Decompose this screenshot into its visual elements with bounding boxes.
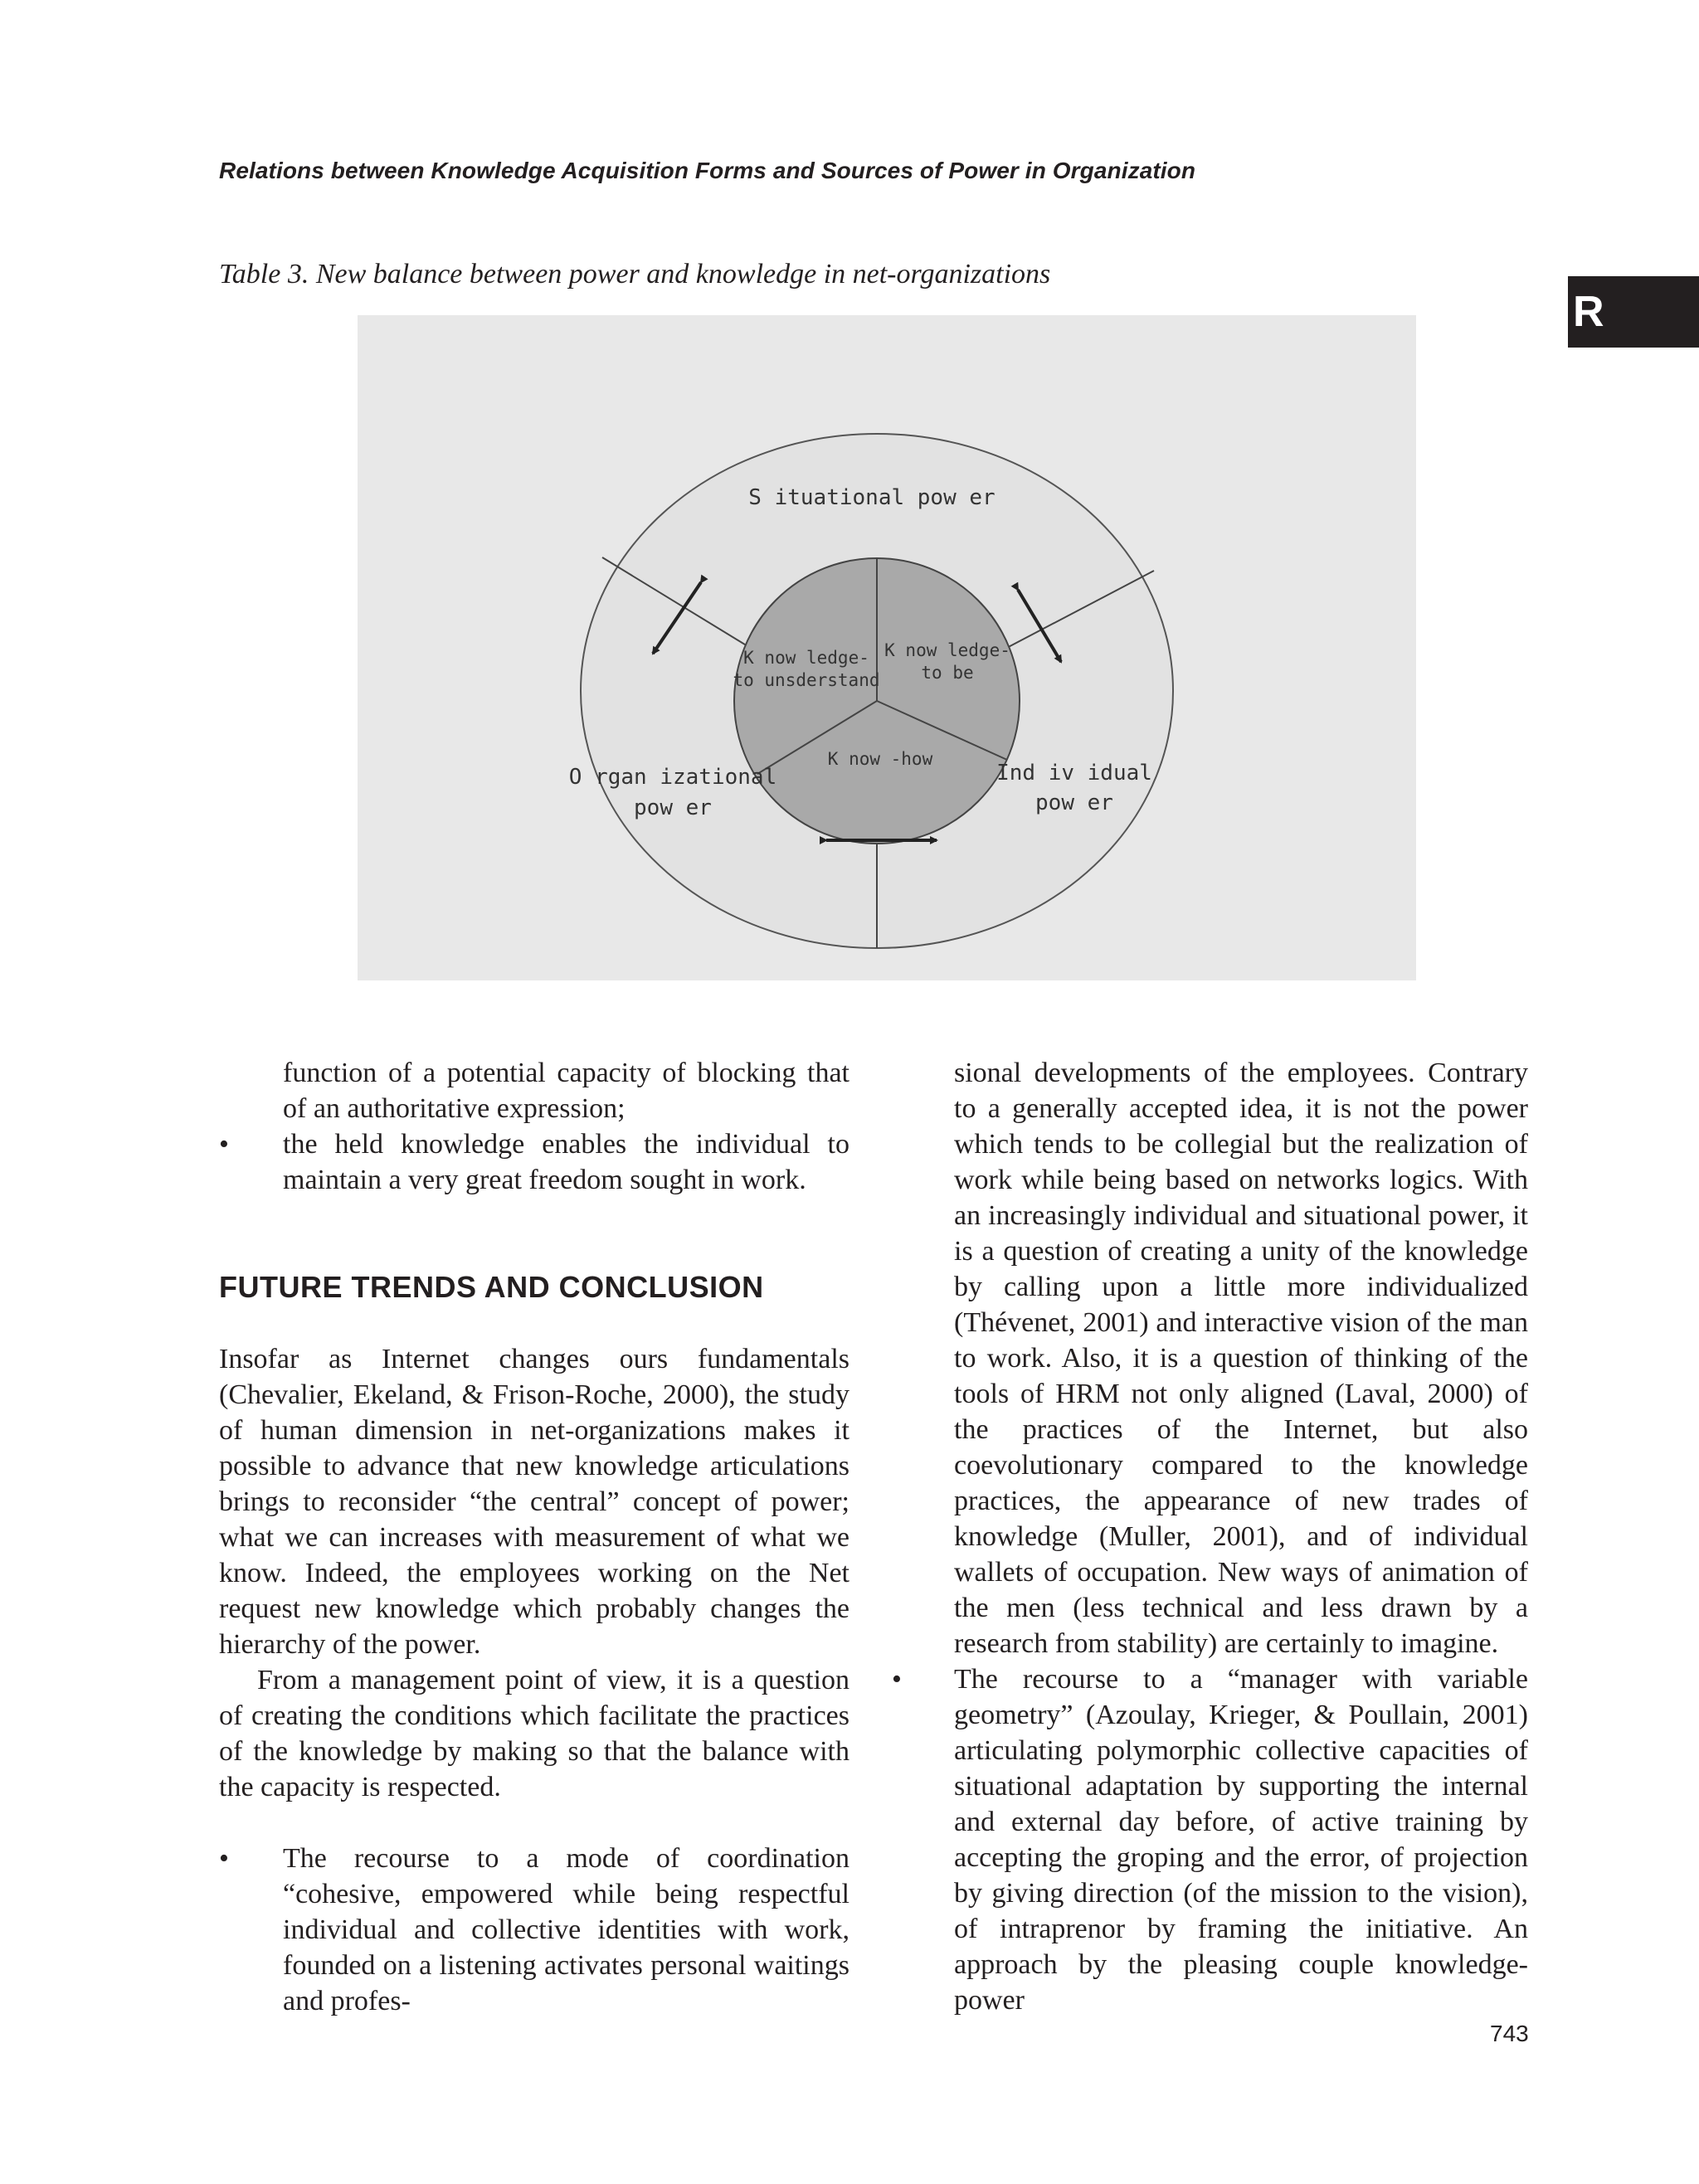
running-head: Relations between Knowledge Acquisition Forms and Sources of Power in Organization — [219, 158, 1196, 183]
bullet-glyph: • — [219, 1843, 229, 1874]
table-caption: Table 3. New balance between power and knowledge in net-organizations — [219, 259, 1051, 289]
bullet-text: the held knowledge enables the individual to maintain a very great freedom sought in work. — [283, 1129, 850, 1195]
body-paragraph: Insofar as Internet changes ours fundamentals (Chevalier, Ekeland, & Frison-Roche, 2000), the study of human dimension in net-organizations makes it possible to advance that new knowledge articulations brings to reconsider “the central” concept of power; what we can increases with measurement of what we know. Indeed, the employees working on the Net request new knowledge which probably changes the hierarchy of the power. — [219, 1344, 850, 1660]
bullet-text: The recourse to a “manager with variable geometry” (Azoulay, Krieger, & Poullain, 2001) articulating polymorphic collective capacities of situational adaptation by supporting the internal and external day before, of active training by accepting the groping and the error, of projection by giving direction (of the mission to the vision), of intraprenor by framing the initiative. An approach by the pleasing couple knowledge-power — [954, 1664, 1528, 2016]
left-column — [219, 1055, 850, 2019]
bullet-item — [892, 1661, 1528, 2018]
bullet-item — [219, 1841, 850, 2019]
label-knowledge-be-line1: K now ledge- — [884, 640, 1010, 660]
label-individual-line2: pow er — [1035, 790, 1113, 815]
knowledge-power-diagram — [358, 315, 1416, 980]
label-knowledge-understand-line2: to unsderstand — [733, 670, 880, 690]
label-situational-power: S ituational pow er — [748, 485, 996, 510]
label-individual-line1: Ind iv idual — [996, 761, 1152, 786]
right-column — [892, 1055, 1528, 2018]
thumb-index-tab — [1568, 276, 1699, 348]
bullet-glyph: • — [892, 1664, 902, 1695]
body-paragraph: From a management point of view, it is a question of creating the conditions which facilitate the practices of the knowledge by making so that the balance with the capacity is respected. — [219, 1665, 850, 1802]
label-know-how: K now -how — [827, 749, 933, 769]
body-paragraph: sional developments of the employees. Contrary to a generally accepted idea, it is not the power which tends to be collegial but the realization of work while being based on networks logics. With an increasingly individual and situational power, it is a question of creating a unity of the knowledge by calling upon a little more individualized (Thévenet, 2001) and interactive vision of the man to work. Also, it is a question of thinking of the tools of HRM not only aligned (Laval, 2000) of the practices of the Internet, but also coevolutionary compared to the knowledge practices, the appearance of new trades of knowledge (Muller, 2001), and of individual wallets of occupation. New ways of animation of the men (less technical and less drawn by a research from stability) are certainly to imagine. — [954, 1058, 1528, 1659]
label-organizational-line2: pow er — [634, 795, 712, 820]
bullet-item — [219, 1126, 850, 1198]
page-number: 743 — [1490, 2021, 1529, 2046]
label-knowledge-understand-line1: K now ledge- — [743, 648, 869, 668]
bullet-glyph: • — [219, 1129, 229, 1160]
section-heading: FUTURE TRENDS AND CONCLUSION — [219, 1270, 764, 1304]
continuation-paragraph: function of a potential capacity of blocking that of an authoritative expression; — [283, 1058, 850, 1124]
thumb-index-letter: R — [1573, 288, 1604, 336]
label-knowledge-be-line2: to be — [921, 663, 974, 683]
bullet-text: The recourse to a mode of coordination “cohesive, empowered while being respectful individual and collective identities with work, founded on a listening activates personal waitings and profes- — [283, 1843, 850, 2016]
diagram-svg — [358, 315, 1416, 980]
label-organizational-line1: O rgan izational — [568, 765, 777, 790]
